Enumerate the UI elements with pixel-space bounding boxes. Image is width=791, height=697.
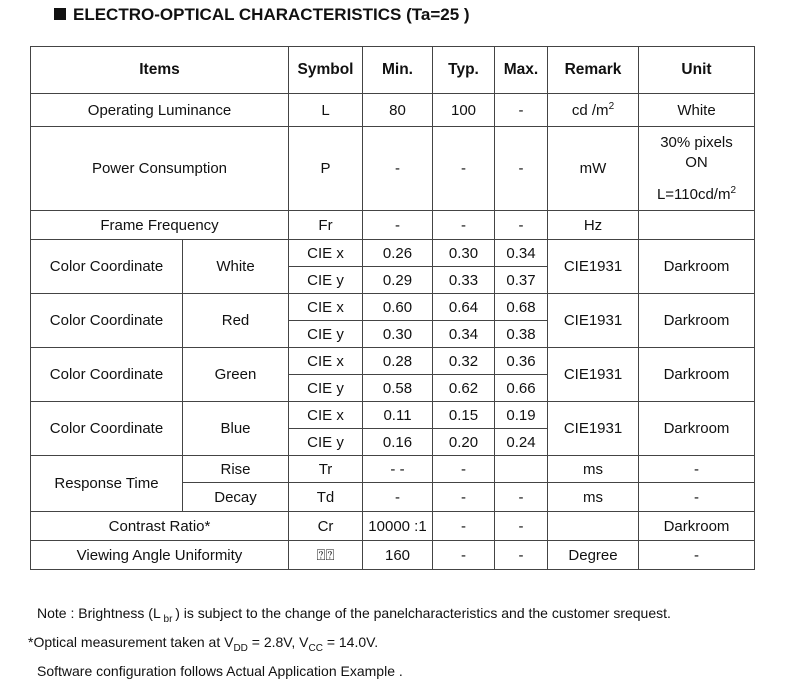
max-cell: - [495,211,548,240]
sub-item-cell: Decay [183,483,289,512]
unit-cell: - [639,483,755,512]
unit-cell: Darkroom [639,512,755,541]
min-cell: 160 [363,541,433,570]
unit-cell: Darkroom [639,240,755,294]
max-cell: 0.37 [495,267,548,294]
typ-cell: - [433,541,495,570]
note-brightness: Note : Brightness (L $_{br}$ ) is subject to the change of the panelcharacteristics and the customer srequest. [37,605,671,625]
table-row [31,94,755,127]
section-title [54,5,470,25]
min-cell: 0.30 [363,321,433,348]
symbol-cell: CIE x [289,348,363,375]
item-cell: Power Consumption [31,127,289,211]
unit-cell [639,211,755,240]
notes [28,602,671,682]
max-cell: 0.36 [495,348,548,375]
color-cell: White [183,240,289,294]
unit-cell: Darkroom [639,294,755,348]
remark-cell: CIE1931 [548,402,639,456]
typ-cell: 100 [433,94,495,127]
typ-cell: 0.34 [433,321,495,348]
max-cell: - [495,512,548,541]
max-cell: - [495,127,548,211]
min-cell: 0.11 [363,402,433,429]
max-cell: 0.24 [495,429,548,456]
table-row [31,294,755,321]
unit-cell: Darkroom [639,348,755,402]
item-cell: Contrast Ratio* [31,512,289,541]
remark-cell: CIE1931 [548,348,639,402]
min-cell: - [363,127,433,211]
typ-cell: 0.32 [433,348,495,375]
remark-cell [548,512,639,541]
item-cell: Color Coordinate [31,240,183,294]
table-row [31,348,755,375]
symbol-cell: Td [289,483,363,512]
symbol-cell: CIE x [289,402,363,429]
max-cell: - [495,94,548,127]
table-row [31,402,755,429]
symbol-cell: Fr [289,211,363,240]
max-cell: - [495,483,548,512]
remark-cell: ms [548,483,639,512]
unit-cell: - [639,541,755,570]
unit-cell: - [639,456,755,483]
min-cell: 0.29 [363,267,433,294]
header-items: Items [31,47,289,94]
remark-cell: CIE1931 [548,294,639,348]
electro-optical-table [30,46,755,570]
min-cell: 10000 :1 [363,512,433,541]
symbol-cell: CIE y [289,267,363,294]
color-cell: Blue [183,402,289,456]
title-text: ELECTRO-OPTICAL CHARACTERISTICS (Ta=25 ) [73,5,470,24]
table-row [31,456,755,483]
min-cell: 0.28 [363,348,433,375]
symbol-cell: Cr [289,512,363,541]
remark-cell: cd $/m^2$ [548,94,639,127]
color-cell: Green [183,348,289,402]
item-cell: Operating Luminance [31,94,289,127]
symbol-cell: CIE x [289,240,363,267]
table-row [31,211,755,240]
max-cell: - [495,541,548,570]
symbol-cell: L [289,94,363,127]
note-software-config: Software configuration follows Actual Application Example . [37,662,403,679]
symbol-cell: Tr [289,456,363,483]
unit-cell: Darkroom [639,402,755,456]
min-cell: 0.16 [363,429,433,456]
header-symbol: Symbol [289,47,363,94]
max-cell [495,456,548,483]
symbol-cell: ⍰⍰ [289,541,363,570]
max-cell: 0.34 [495,240,548,267]
symbol-cell: P [289,127,363,211]
item-cell: Color Coordinate [31,294,183,348]
typ-cell: 0.64 [433,294,495,321]
color-cell: Red [183,294,289,348]
max-cell: 0.68 [495,294,548,321]
remark-cell: CIE1931 [548,240,639,294]
item-cell: Response Time [31,456,183,512]
header-row [31,47,755,94]
header-unit: Unit [639,47,755,94]
sub-item-cell: Rise [183,456,289,483]
unit-cell: 30% pixels ON $L=110cd/m^2$ [639,127,755,211]
typ-cell: - [433,127,495,211]
typ-cell: 0.15 [433,402,495,429]
table-row [31,512,755,541]
symbol-cell: CIE y [289,429,363,456]
note-optical-measurement: *Optical measurement taken at $V_{DD} = 2.8V$, $V_{CC} = 14.0V$. [28,633,379,654]
bullet-square-icon [54,8,66,20]
typ-cell: 0.62 [433,375,495,402]
header-max: Max. [495,47,548,94]
symbol-cell: CIE y [289,321,363,348]
item-cell: Frame Frequency [31,211,289,240]
item-cell: Color Coordinate [31,402,183,456]
unit-cell: White [639,94,755,127]
min-cell: 0.60 [363,294,433,321]
remark-cell: Degree [548,541,639,570]
min-cell: 80 [363,94,433,127]
symbol-cell: CIE y [289,375,363,402]
table-row [31,240,755,267]
item-cell: Color Coordinate [31,348,183,402]
header-remark: Remark [548,47,639,94]
table-row [31,127,755,211]
typ-cell: - [433,483,495,512]
typ-cell: - [433,456,495,483]
min-cell: - - [363,456,433,483]
symbol-cell: CIE x [289,294,363,321]
typ-cell: 0.30 [433,240,495,267]
header-min: Min. [363,47,433,94]
min-cell: - [363,483,433,512]
item-cell: Viewing Angle Uniformity [31,541,289,570]
remark-cell: mW [548,127,639,211]
typ-cell: 0.33 [433,267,495,294]
max-cell: 0.66 [495,375,548,402]
max-cell: 0.38 [495,321,548,348]
remark-cell: ms [548,456,639,483]
min-cell: 0.58 [363,375,433,402]
max-cell: 0.19 [495,402,548,429]
min-cell: 0.26 [363,240,433,267]
remark-cell: Hz [548,211,639,240]
typ-cell: 0.20 [433,429,495,456]
typ-cell: - [433,512,495,541]
table-row [31,541,755,570]
header-typ: Typ. [433,47,495,94]
typ-cell: - [433,211,495,240]
min-cell: - [363,211,433,240]
